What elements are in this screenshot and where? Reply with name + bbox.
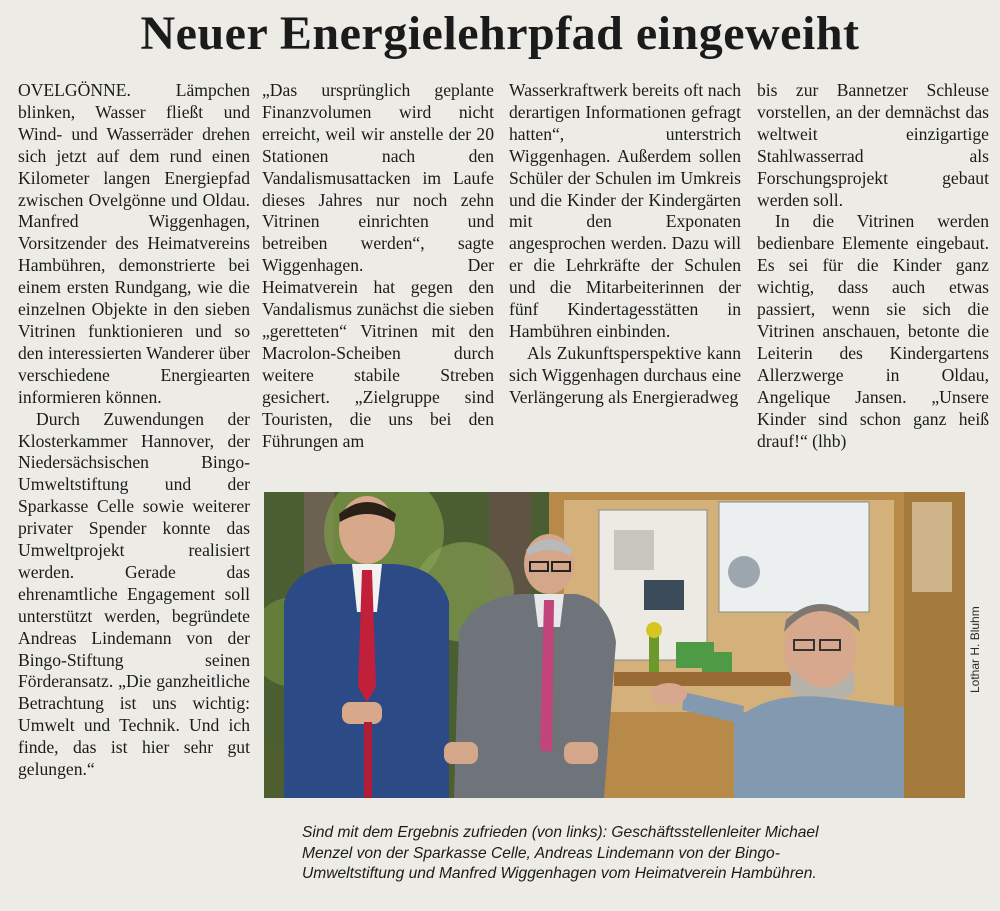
article-paragraph: Wasserkraftwerk bereits oft nach derartigen Informationen gefragt hatten“, unterstrich Wiggenhagen. Außerdem sollen Schüler der Schulen im Umkreis und die Kinder der Kindergärten mit den Exponaten angesprochen werden. Dazu will er die Lehrkräfte der Schulen und die Mitarbeiterinnen der fünf Kindertagesstätten in Hambühren einbinden. <box>509 80 741 341</box>
photo-illustration <box>264 492 965 798</box>
photo-credit-text: Lothar H. Bluhm <box>968 606 982 693</box>
article-column-1 <box>18 80 250 781</box>
article-paragraph: Durch Zuwendungen der Klosterkammer Hannover, der Niedersächsischen Bingo-Umweltstiftung und der Sparkasse Celle sowie weiterer privater Spender konnte das Umweltprojekt realisiert werden. Gerade das ehrenamtliche Engagement soll unterstützt werden, begründete Andreas Lindemann von der Bingo-Stiftung seinen Förderansatz. „Die ganzheitliche Betrachtung ist uns wichtig: Umwelt und Technik. Und ich finde, das ist hier sehr gut gelungen.“ <box>18 408 250 780</box>
photo-caption <box>302 823 962 885</box>
article-paragraph: In die Vitrinen werden bedienbare Elemente eingebaut. Es sei für die Kinder ganz wichtig, dass auch etwas passiert, wenn sie sich die Vitrinen anschauen, betonte die Leiterin des Kindergartens Allerzwerge in Oldau, Angelique Jansen. „Unsere Kinder sind schon ganz heiß drauf!“ (lhb) <box>757 211 989 451</box>
headline: Neuer Energielehrpfad eingeweiht <box>140 7 860 60</box>
article-paragraph: Als Zukunftsperspektive kann sich Wiggenhagen durchaus eine Verlängerung als Energieradweg <box>509 342 741 407</box>
article-paragraph: „Das ursprünglich geplante Finanzvolumen wird nicht erreicht, weil wir anstelle der 20 Stationen nach den Vandalismusattacken im Laufe dieses Jahres nur noch zehn Vitrinen einrichten und betreiben werden“, sagte Wiggenhagen. Der Heimatverein hat gegen den Vandalismus zunächst die sieben „geretteten“ Vitrinen mit den Macrolon-Scheiben durch weitere stabile Streben gesichert. „Zielgruppe sind Touristen, die uns bei den Führungen am <box>262 80 494 451</box>
caption-line: Menzel von der Sparkasse Celle, Andreas Lindemann von der Bingo- <box>302 844 780 862</box>
news-photo <box>264 492 965 798</box>
caption-line: Umweltstiftung und Manfred Wiggenhagen vom Heimatverein Hambühren. <box>302 865 817 882</box>
article-paragraph: OVELGÖNNE. Lämpchen blinken, Wasser fließt und Wind- und Wasserräder drehen sich jetzt auf dem rund einen Kilometer langen Energiepfad zwischen Ovelgönne und Oldau. Manfred Wiggenhagen, Vorsitzender des Heimatvereins Hambühren, demonstrierte bei einem ersten Rundgang, wie die einzelnen Objekte in den sieben Vitrinen funktionieren und so den interessierten Wanderer über verschiedene Energiearten informieren können. <box>18 80 250 407</box>
article-paragraph: bis zur Bannetzer Schleuse vorstellen, an der demnächst das weltweit einzigartige Stahlwasserrad als Forschungsprojekt gebaut werden soll. <box>757 80 989 210</box>
article-column-3 <box>509 80 741 409</box>
article-column-4 <box>757 80 989 452</box>
caption-line: Sind mit dem Ergebnis zufrieden (von links): Geschäftsstellenleiter Michael <box>302 824 819 841</box>
article-column-2 <box>262 80 494 452</box>
